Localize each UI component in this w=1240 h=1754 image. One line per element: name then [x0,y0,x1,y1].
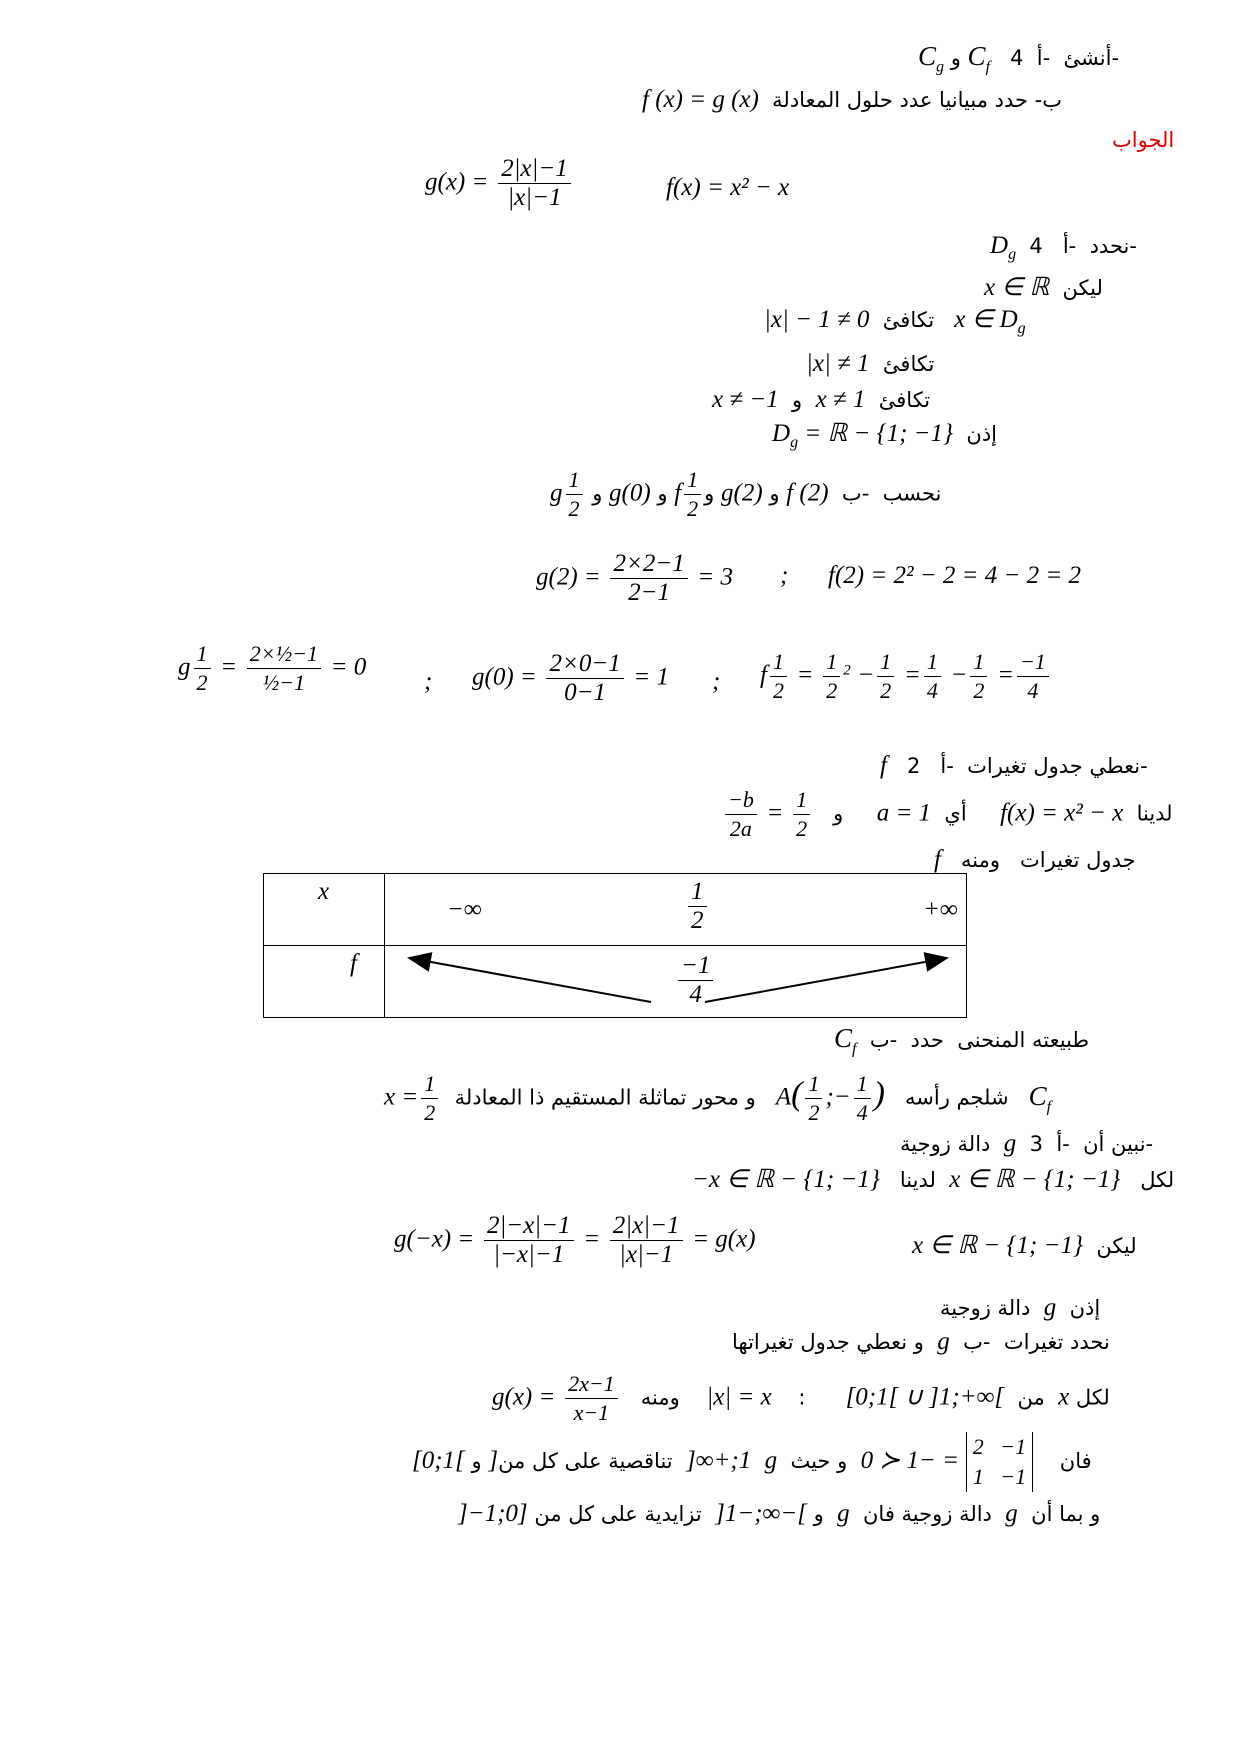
variation-g-heading: و نعطي جدول تغيراتها g نحدد تغيرات -ب [732,1328,1110,1355]
separator-2: ; [424,668,433,695]
f2-calc: f(2) = 2² − 2 = 4 − 2 = 2 [828,562,1081,589]
decreasing-arrow [409,958,651,1002]
variation-f-we-have: $\frac{-b}{2a}$ = $\frac{1}{2}$ و a = 1 أي f(x) = x² − x لدينا [722,786,1173,843]
table-x-cell: x [264,874,385,946]
g-definition: g(x) = $\frac{2|x|-1}{|x|-1}$ [425,155,574,212]
x-right: +∞ [923,896,958,923]
nature-line: x = $\frac{1}{2}$ و محور تماثلة المستقيم ذا المعادلة A( $\frac{1}{2}$ ;− $\frac{1}{4}$ ) شلجم رأسه $C_f$ [384,1071,1052,1125]
q4-construct-line: $C_g$ و $C_f$ أنشئ -أ 4- [918,41,1120,76]
dg-cond1: |x| − 1 ≠ 0 تكافئ x ∈ $D_g$ [764,306,1026,337]
dg-result: $D_g$ = ℝ − {1; −1} إذن [772,420,998,451]
even-heading: دالة زوجية g نبين أن -أ 3- [900,1130,1154,1157]
separator-1: ; [780,562,789,589]
q4-a-text: أنشئ [996,46,1112,70]
g-half-calc: g $\frac{1}{2}$ = $\frac{\text{2×½−1}}{\text{½−1}}$ = 0 [178,641,367,695]
table-f-values [385,946,967,1018]
even-for-all: −x ∈ ℝ − {1; −1} لدينا x ∈ ℝ − {1; −1} لكل [692,1166,1175,1193]
f-definition: f(x) = x² − x [666,174,790,201]
q4-b-text: ب- حدد مبيانيا عدد حلول المعادلة [772,88,1063,112]
compute-heading: g $\frac{1}{2}$ و g(0) و f $\frac{1}{2}$ و g(2) و f (2) نحسب -ب [550,467,942,521]
table-f-cell: f [264,946,385,1018]
variation-g-even: ]−1;0] و ]−∞;−1[ تزايدية على كل من g دالة زوجية فان g و بما أن [458,1500,1101,1527]
even-let: x ∈ ℝ − {1; −1} ليكن [912,1232,1137,1259]
f-half-calc: f $\frac{1}{2}$ = $\frac{1}{2}$ $^2$ − $\frac{1}{2}$ = $\frac{1}{4}$ − $\frac{1}{2}$ = $\frac{-1}{4}$ [760,648,1052,705]
g2-calc: g(2) = $\frac{2\times 2-1}{2-1}$ = 3 [536,550,734,606]
dg-cond2: |x| ≠ 1 تكافئ [806,350,935,377]
increasing-arrow [705,958,947,1002]
q4-and: و [950,46,968,70]
variation-g-det: [0;1[ و ]1;+∞[ تناقصية على كل من g فان 2 −1 1 −1 = −1 ≺ 0 و حيث [412,1432,1092,1492]
g0-calc: g(0) = $\frac{2\times 0-1}{0-1}$ = 1 [472,650,670,706]
variation-g-interval: g(x) = $\frac{2x-1}{x-1}$ ومنه |x| = x : [0;1[ ∪ ]1;+∞[ من x لكل [492,1371,1110,1425]
q4-b-line: f (x) = g (x) ب- حدد مبيانيا عدد حلول المعادلة [642,86,1063,113]
min-value: $\frac{-1}{4}$ [678,952,713,1009]
even-conclusion: دالة زوجية g إذن [940,1294,1101,1321]
table-x-values [385,874,967,946]
dg-let: x ∈ ℝ ليكن [984,274,1103,301]
answer-label: الجواب [1112,128,1175,152]
x-left: −∞ [447,896,482,923]
variation-f-thus: f جدول تغيرات ومنه [934,846,1136,873]
variation-table-f [263,873,967,1018]
x-mid: $\frac{1}{2}$ [688,878,707,935]
separator-3: ; [712,668,721,695]
nature-heading: $C_f$ طبيعته المنحنى حدد -ب [834,1023,1090,1058]
dg-cond3: x ≠ −1 و x ≠ 1 تكافئ [712,386,931,413]
variation-f-heading: f نعطي جدول تغيرات -أ 2- [880,752,1148,779]
dg-heading: $D_g$ نحدد -أ 4- [990,232,1137,263]
even-calc: g(−x) = $\frac{2|-x|-1}{|-x|-1}$ = $\frac{2|x|-1}{|x|-1}$ = g(x) [394,1212,756,1268]
